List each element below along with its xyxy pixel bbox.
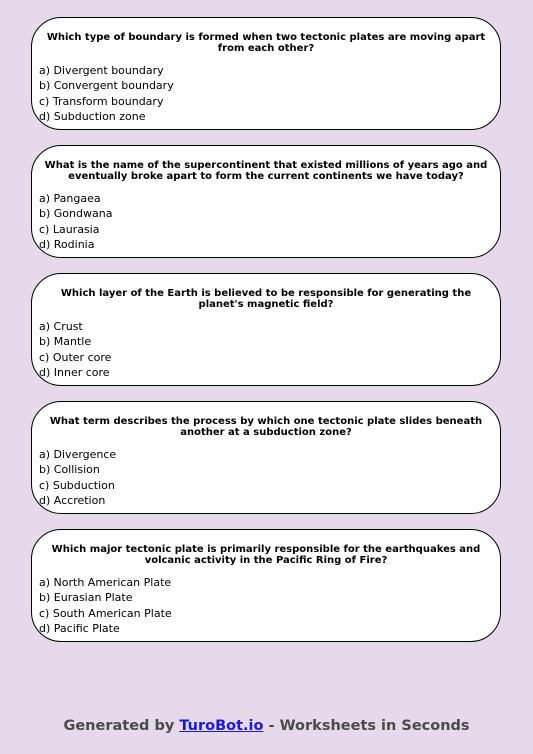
option-a: a) Divergent boundary [39, 64, 164, 77]
option-c: c) Outer core [39, 350, 112, 364]
options-list [39, 63, 174, 125]
option-c: c) South American Plate [39, 606, 172, 620]
options-list [39, 319, 111, 381]
option-d: d) Accretion [39, 494, 106, 508]
option-c: c) Transform boundary [39, 94, 164, 108]
question-text: What is the name of the supercontinent that existed millions of years ago and eventually broke apart to form the current continents we have today? [44, 160, 488, 182]
options-list [39, 191, 112, 253]
options-list [39, 447, 116, 509]
question-card-5 [31, 529, 501, 642]
option-d: d) Inner core [39, 366, 110, 380]
option-d: d) Rodinia [39, 238, 95, 252]
question-text: What term describes the process by which one tectonic plate slides beneath another at a subduction zone? [49, 416, 483, 438]
question-card-1 [31, 17, 501, 130]
question-text: Which type of boundary is formed when two tectonic plates are moving apart from each other? [46, 32, 486, 54]
option-a: a) Pangaea [39, 192, 101, 205]
option-a: a) Divergence [39, 448, 117, 461]
option-b: b) Collision [39, 463, 100, 477]
option-a: a) Crust [39, 320, 83, 333]
footer [0, 718, 533, 734]
question-text: Which layer of the Earth is believed to be responsible for generating the planet's magnetic field? [60, 288, 472, 310]
option-a: a) North American Plate [39, 576, 172, 589]
option-c: c) Subduction [39, 478, 115, 492]
option-d: d) Subduction zone [39, 110, 146, 124]
options-list [39, 575, 172, 637]
option-b: b) Mantle [39, 335, 92, 349]
question-text: Which major tectonic plate is primarily responsible for the earthquakes and volcanic activity in the Pacific Ring of Fire? [51, 544, 481, 566]
option-d: d) Pacific Plate [39, 622, 120, 636]
footer-prefix: Generated by [63, 718, 180, 734]
option-b: b) Eurasian Plate [39, 591, 133, 605]
option-b: b) Convergent boundary [39, 79, 174, 93]
question-card-2 [31, 145, 501, 258]
option-c: c) Laurasia [39, 222, 100, 236]
footer-suffix: - Worksheets in Seconds [263, 718, 470, 734]
question-card-3 [31, 273, 501, 386]
turobot-link[interactable]: TuroBot.io [179, 718, 264, 734]
question-card-4 [31, 401, 501, 514]
option-b: b) Gondwana [39, 207, 113, 221]
